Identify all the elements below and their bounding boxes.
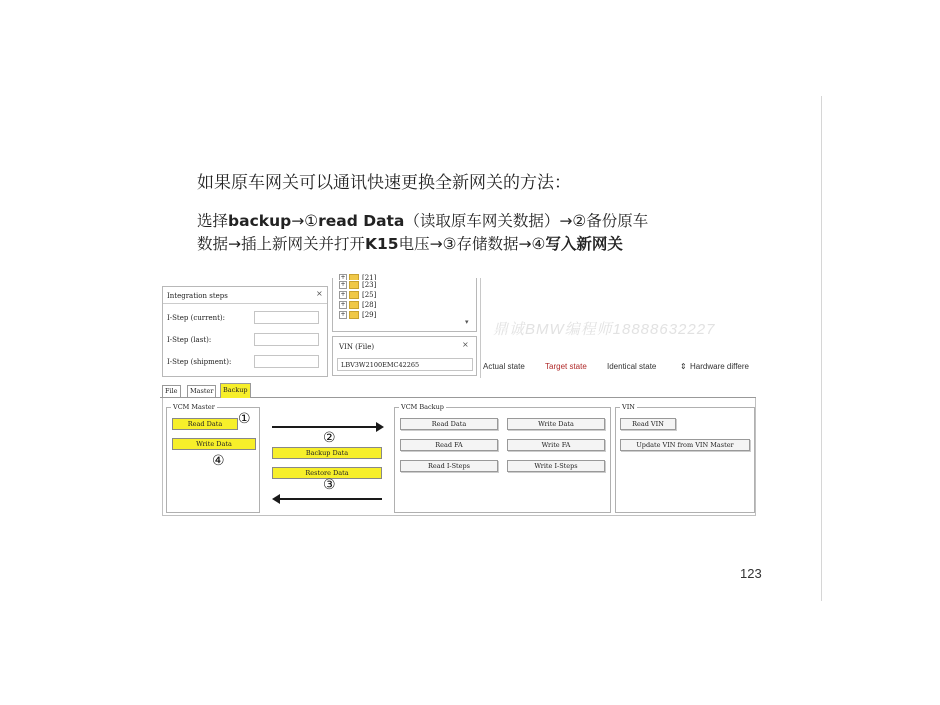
tab-backup[interactable]: Backup [220, 383, 251, 398]
backup-data-button[interactable]: Backup Data [272, 447, 382, 459]
write-isteps-button[interactable]: Write I-Steps [507, 460, 605, 472]
vin-file-title: VIN (File) [339, 343, 375, 351]
software-screenshot [160, 274, 756, 518]
tree-item-label: [29] [362, 311, 377, 319]
arrow-left-line [278, 498, 382, 500]
istep-current-field[interactable] [254, 311, 319, 324]
update-vin-button[interactable]: Update VIN from VIN Master [620, 439, 750, 451]
expand-icon: + [340, 301, 346, 308]
vcm-backup-title: VCM Backup [401, 403, 444, 411]
tree-list [339, 274, 376, 320]
instr-text: 数据→插上新网关并打开 [197, 235, 365, 253]
step-2-marker: ② [323, 430, 336, 446]
tree-item-label: [28] [362, 301, 377, 309]
vcm-master-write-data-button[interactable]: Write Data [172, 438, 256, 450]
istep-shipment-label: I-Step (shipment): [167, 358, 232, 366]
tree-item[interactable] [339, 300, 376, 310]
instruction-line-1 [197, 209, 648, 231]
read-vin-button[interactable]: Read VIN [620, 418, 676, 430]
vcm-master-title: VCM Master [173, 403, 215, 411]
tree-item-label: [23] [362, 281, 377, 289]
divider [163, 303, 327, 304]
expand-icon: + [340, 311, 346, 318]
hardware-diff-icon: ⇕ [680, 362, 687, 371]
hardware-diff-label: Hardware differe [690, 362, 749, 371]
restore-data-button[interactable]: Restore Data [272, 467, 382, 479]
tree-item[interactable] [339, 280, 376, 290]
tree-item[interactable] [339, 310, 376, 320]
instruction-line-2 [197, 232, 623, 254]
folder-icon [349, 281, 359, 289]
step-1-marker: ① [238, 411, 251, 427]
target-state-label: Target state [545, 362, 587, 371]
folder-icon [349, 291, 359, 299]
actual-state-label: Actual state [483, 362, 525, 371]
page-number: 123 [740, 566, 762, 581]
identical-state-label: Identical state [607, 362, 657, 371]
instr-bold: 写入新网关 [545, 235, 623, 253]
vin-title: VIN [622, 403, 635, 411]
integration-steps-panel [162, 286, 328, 377]
page-edge-line [821, 96, 822, 601]
expand-icon: + [340, 274, 346, 280]
close-icon[interactable]: × [462, 340, 469, 349]
tab-master[interactable]: Master [187, 385, 216, 397]
write-fa-button[interactable]: Write FA [507, 439, 605, 451]
expand-icon: + [340, 281, 346, 288]
istep-last-label: I-Step (last): [167, 336, 212, 344]
instr-text: （读取原车网关数据）→②备份原车 [404, 212, 649, 230]
read-isteps-button[interactable]: Read I-Steps [400, 460, 498, 472]
divider [480, 278, 481, 378]
instr-text: →① [291, 212, 319, 230]
vcm-master-read-data-button[interactable]: Read Data [172, 418, 238, 430]
folder-icon [349, 311, 359, 319]
instr-text: 电压→③存储数据→④ [398, 235, 546, 253]
tab-file[interactable]: File [162, 385, 181, 397]
arrow-right-icon [376, 422, 384, 432]
instr-bold: read Data [318, 212, 405, 230]
tree-item-label: [21] [362, 274, 377, 280]
step-3-marker: ③ [323, 477, 336, 493]
integration-steps-title: Integration steps [167, 292, 228, 300]
folder-icon [349, 301, 359, 309]
vcm-backup-read-data-button[interactable]: Read Data [400, 418, 498, 430]
vin-file-field[interactable] [337, 358, 473, 371]
tree-panel [332, 274, 477, 332]
tree-item[interactable] [339, 290, 376, 300]
vin-file-value: LBV3W2100EMC42265 [341, 361, 420, 369]
watermark-text: 鼎诚BMW编程师18888632227 [493, 321, 716, 338]
read-fa-button[interactable]: Read FA [400, 439, 498, 451]
tree-item-label: [25] [362, 291, 377, 299]
close-icon[interactable]: × [316, 289, 323, 298]
istep-current-label: I-Step (current): [167, 314, 225, 322]
instr-text: 选择 [197, 212, 229, 230]
page-title: 如果原车网关可以通讯快速更换全新网关的方法： [197, 173, 571, 193]
vin-file-panel [332, 336, 477, 376]
arrow-right-line [272, 426, 378, 428]
instr-bold: backup [228, 212, 292, 230]
istep-shipment-field[interactable] [254, 355, 319, 368]
expand-icon: + [340, 291, 346, 298]
vcm-backup-write-data-button[interactable]: Write Data [507, 418, 605, 430]
instr-bold: K15 [365, 235, 399, 253]
istep-last-field[interactable] [254, 333, 319, 346]
scroll-down-icon[interactable]: ▾ [465, 319, 469, 326]
step-4-marker: ④ [212, 453, 225, 469]
